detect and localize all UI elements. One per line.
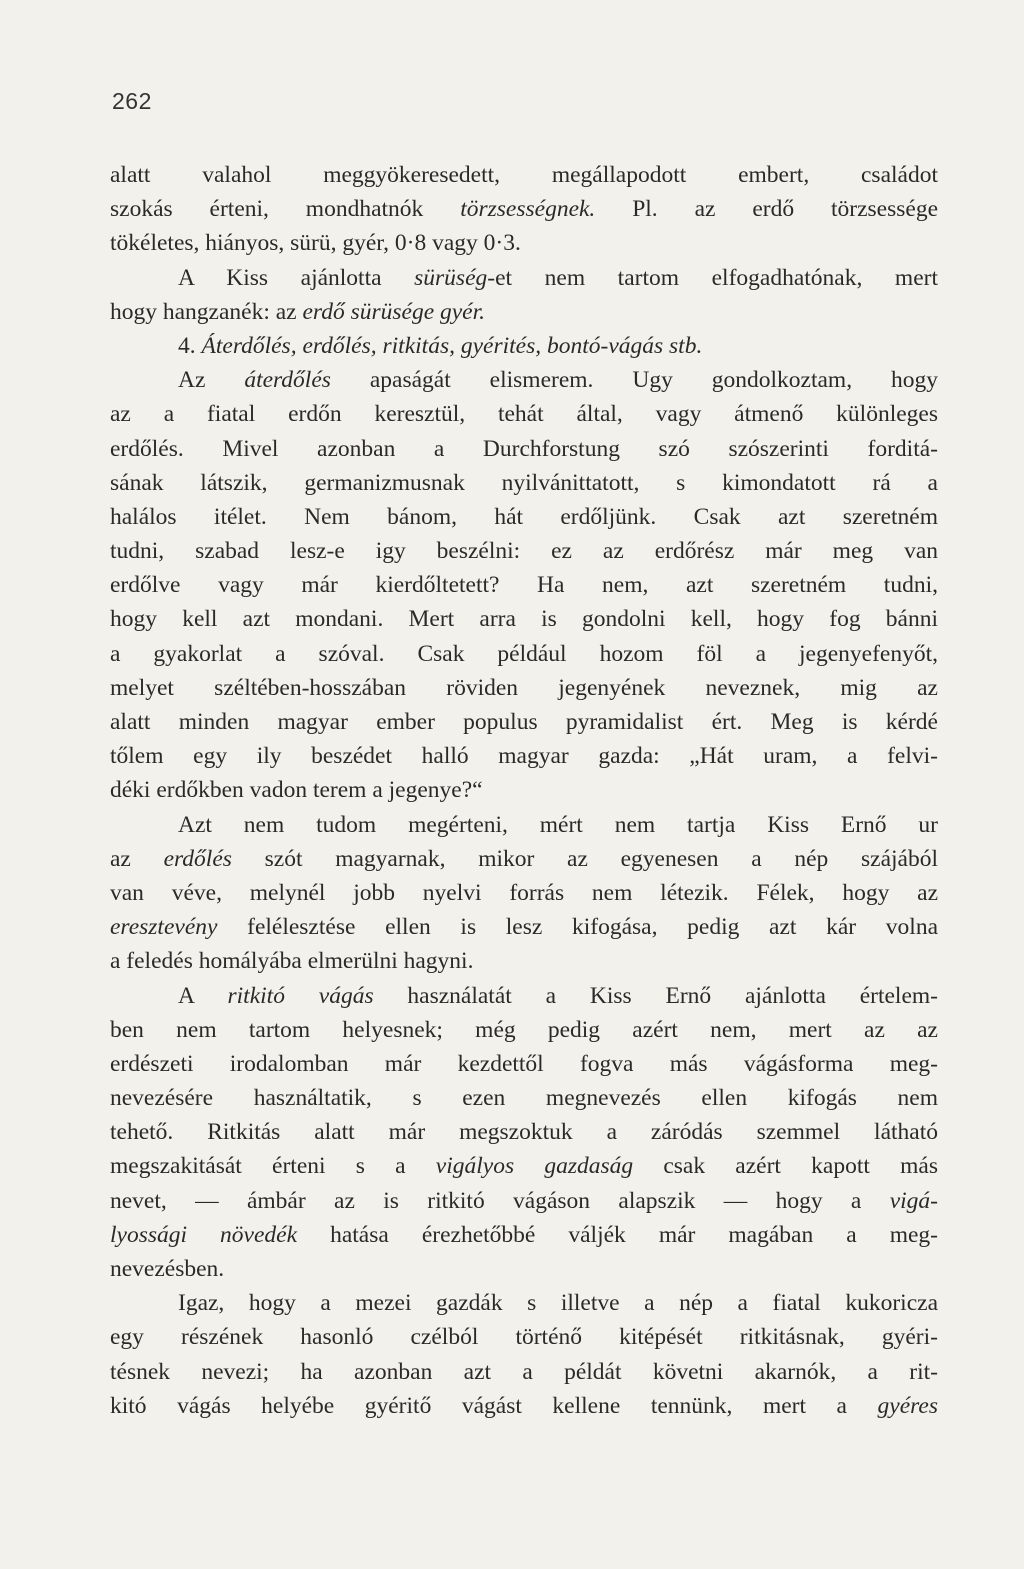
text-run: a feledés homályába elmerülni hagyni. [110,948,474,975]
text-line [110,329,938,363]
text-line [110,944,938,978]
text-line [110,226,938,260]
italic-term: vigá- [889,1187,938,1214]
text-line [110,397,938,431]
text-run: szót magyarnak, mikor az egyenesen a nép szájából [231,845,938,872]
text-run: felélesztése ellen is lesz kifogása, pedig azt kár volna [217,914,938,941]
text-run: tehető. Ritkitás alatt már megszoktuk a záródás szemmel látható [110,1119,938,1146]
text-run: A [178,982,228,1009]
text-line [110,500,938,534]
text-line [110,773,938,807]
text-line [110,534,938,568]
text-line [110,637,938,671]
text-line [110,432,938,466]
italic-term: vigályos gazdaság [435,1153,634,1180]
text-run: Az [178,367,245,394]
text-run: erdészeti irodalomban már kezdettől fogva más vágásforma meg- [110,1050,938,1077]
text-line [110,1081,938,1115]
text-line [110,979,938,1013]
text-line [110,1184,938,1218]
text-line [110,739,938,773]
text-line [110,910,938,944]
text-line [110,842,938,876]
italic-term: törzsességnek. [460,196,596,223]
italic-term: eresztevény [110,914,218,941]
text-line [110,1252,938,1286]
text-line [110,876,938,910]
text-run: Pl. az erdő törzsessége [595,196,938,223]
text-run: hogy kell azt mondani. Mert arra is gondolni kell, hogy fog bánni [110,606,938,633]
italic-term: lyossági növedék [110,1221,298,1248]
text-line [110,568,938,602]
text-run: megszakitását érteni s a [110,1153,436,1180]
text-run: kitó vágás helyébe gyéritő vágást kellene tennünk, mert a [110,1392,878,1419]
text-run: egy részének hasonló czélból történő kitépését ritkitásnak, gyéri- [110,1324,938,1351]
text-line [110,1320,938,1354]
text-line [110,1013,938,1047]
text-run: van véve, melynél jobb nyelvi forrás nem létezik. Félek, hogy az [110,879,938,906]
text-run: alatt minden magyar ember populus pyramidalist ért. Meg is kérdé [110,709,938,735]
italic-term: sürüség [414,264,488,291]
text-line [110,808,938,842]
text-line [110,295,938,329]
text-line [110,1218,938,1252]
text-run: hatása érezhetőbbé váljék már magában a meg- [297,1221,938,1248]
italic-term: erdőlés [163,845,232,872]
text-line [110,705,938,739]
italic-term: ritkitó vágás [227,982,374,1009]
text-line [110,671,938,705]
text-run: Azt nem tudom megérteni, mért nem tartja Kiss Ernő ur [178,811,938,838]
text-run: tésnek nevezi; ha azonban azt a példát követni akarnók, a rit- [110,1358,938,1385]
text-run: 4. [178,332,202,359]
text-run: csak azért kapott más [633,1153,938,1180]
text-line [110,1047,938,1081]
text-run: -et nem tartom elfogadhatónak, mert [487,264,938,291]
text-run: hogy hangzanék: az [110,298,303,325]
text-line [110,1149,938,1183]
text-run: apaságát elismerem. Ugy gondolkoztam, hogy [330,367,938,394]
text-run: nevet, — ámbár az is ritkitó vágáson alapszik — hogy a [110,1187,890,1214]
text-run: halálos itélet. Nem bánom, hát erdőljünk. Csak azt szeretném [110,503,938,530]
text-line [110,1115,938,1149]
text-run: Igaz, hogy a mezei gazdák s illetve a nép a fiatal kukoricza [178,1290,938,1317]
text-run: erdőlve vagy már kierdőltetett? Ha nem, azt szeretném tudni, [110,572,938,599]
text-run: déki erdőkben vadon terem a jegenye?“ [110,777,483,804]
italic-term: gyéres [877,1392,938,1419]
text-run: használatát a Kiss Ernő ajánlotta értelem- [373,982,938,1009]
italic-term: erdő sürüsége gyér. [302,298,486,325]
text-run: a gyakorlat a szóval. Csak például hozom föl a jegenyefenyőt, [110,640,938,667]
text-line [110,1286,938,1320]
text-line [110,158,938,192]
text-run: alatt valahol meggyökeresedett, megállapodott embert, családot [110,162,938,188]
text-line [110,363,938,397]
text-line [110,1355,938,1389]
text-run: melyet széltében-hosszában röviden jegenyének neveznek, mig az [110,674,938,701]
text-run: az [110,845,164,872]
text-run: szokás érteni, mondhatnók [110,196,461,223]
text-run: sának látszik, germanizmusnak nyilvánittatott, s kimondatott rá a [110,469,938,496]
page-number: 262 [112,88,152,114]
body-text [110,158,938,1423]
text-run: A Kiss ajánlotta [178,264,415,291]
italic-term: Áterdőlés, erdőlés, ritkitás, gyérités, bontó-vágás stb. [201,332,703,359]
text-run: tökéletes, hiányos, sürü, gyér, 0·8 vagy 0·3. [110,230,521,257]
text-run: tudni, szabad lesz-e igy beszélni: ez az erdőrész már meg van [110,538,938,565]
text-line [110,261,938,295]
text-line [110,192,938,226]
text-run: nevezésben. [110,1256,225,1282]
text-run: tőlem egy ily beszédet halló magyar gazda: „Hát uram, a felvi- [110,743,938,770]
text-line [110,602,938,636]
text-run: ben nem tartom helyesnek; még pedig azért nem, mert az az [110,1016,938,1043]
text-run: nevezésére használtatik, s ezen megnevezés ellen kifogás nem [110,1085,938,1112]
text-run: erdőlés. Mivel azonban a Durchforstung szó szószerinti forditá- [110,435,938,462]
text-run: az a fiatal erdőn keresztül, tehát által, vagy átmenő különleges [110,401,938,428]
text-line [110,466,938,500]
italic-term: áterdőlés [244,367,331,394]
text-line [110,1389,938,1423]
